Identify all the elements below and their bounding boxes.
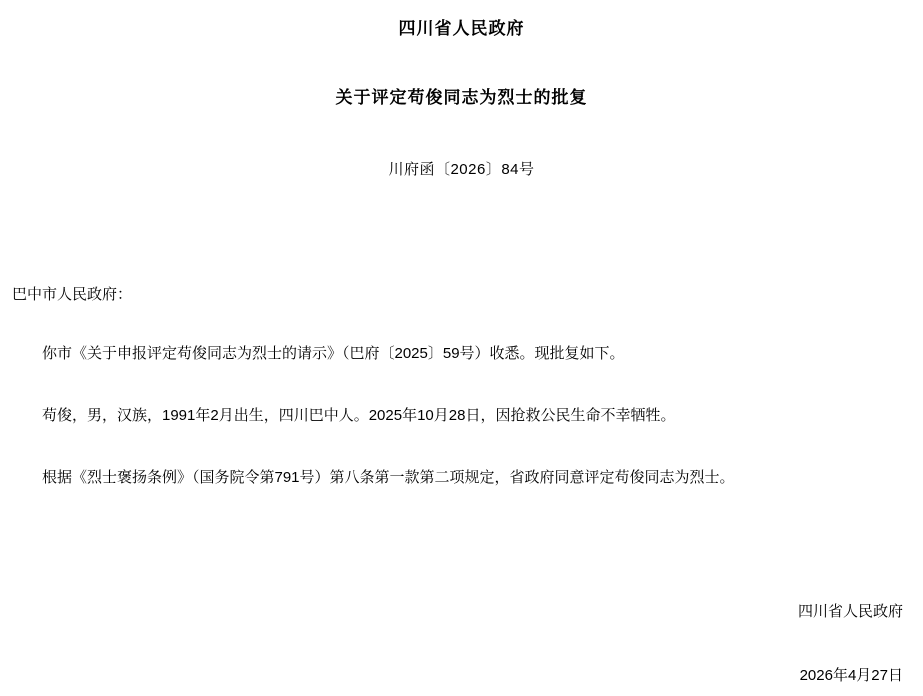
document-date: 2026年4月27日: [799, 667, 903, 684]
document-title: 关于评定苟俊同志为烈士的批复: [335, 88, 588, 107]
document-page: [0, 14, 923, 696]
document-number: 川府函〔2026〕84号: [388, 161, 535, 178]
document-signature: 四川省人民政府: [797, 603, 903, 620]
document-paragraph-3: 根据《烈士褒扬条例》（国务院令第791号）第八条第一款第二项规定，省政府同意评定苟俊同志为烈士。: [42, 469, 735, 486]
document-paragraph-1: 你市《关于申报评定苟俊同志为烈士的请示》（巴府〔2025〕59号）收悉。现批复如下。: [42, 345, 625, 362]
document-paragraph-2: 苟俊，男，汉族，1991年2月出生，四川巴中人。2025年10月28日，因抢救公民生命不幸牺牲。: [42, 407, 676, 424]
document-issuing-organization: 四川省人民政府: [398, 19, 525, 38]
document-recipient: 巴中市人民政府：: [12, 286, 133, 303]
